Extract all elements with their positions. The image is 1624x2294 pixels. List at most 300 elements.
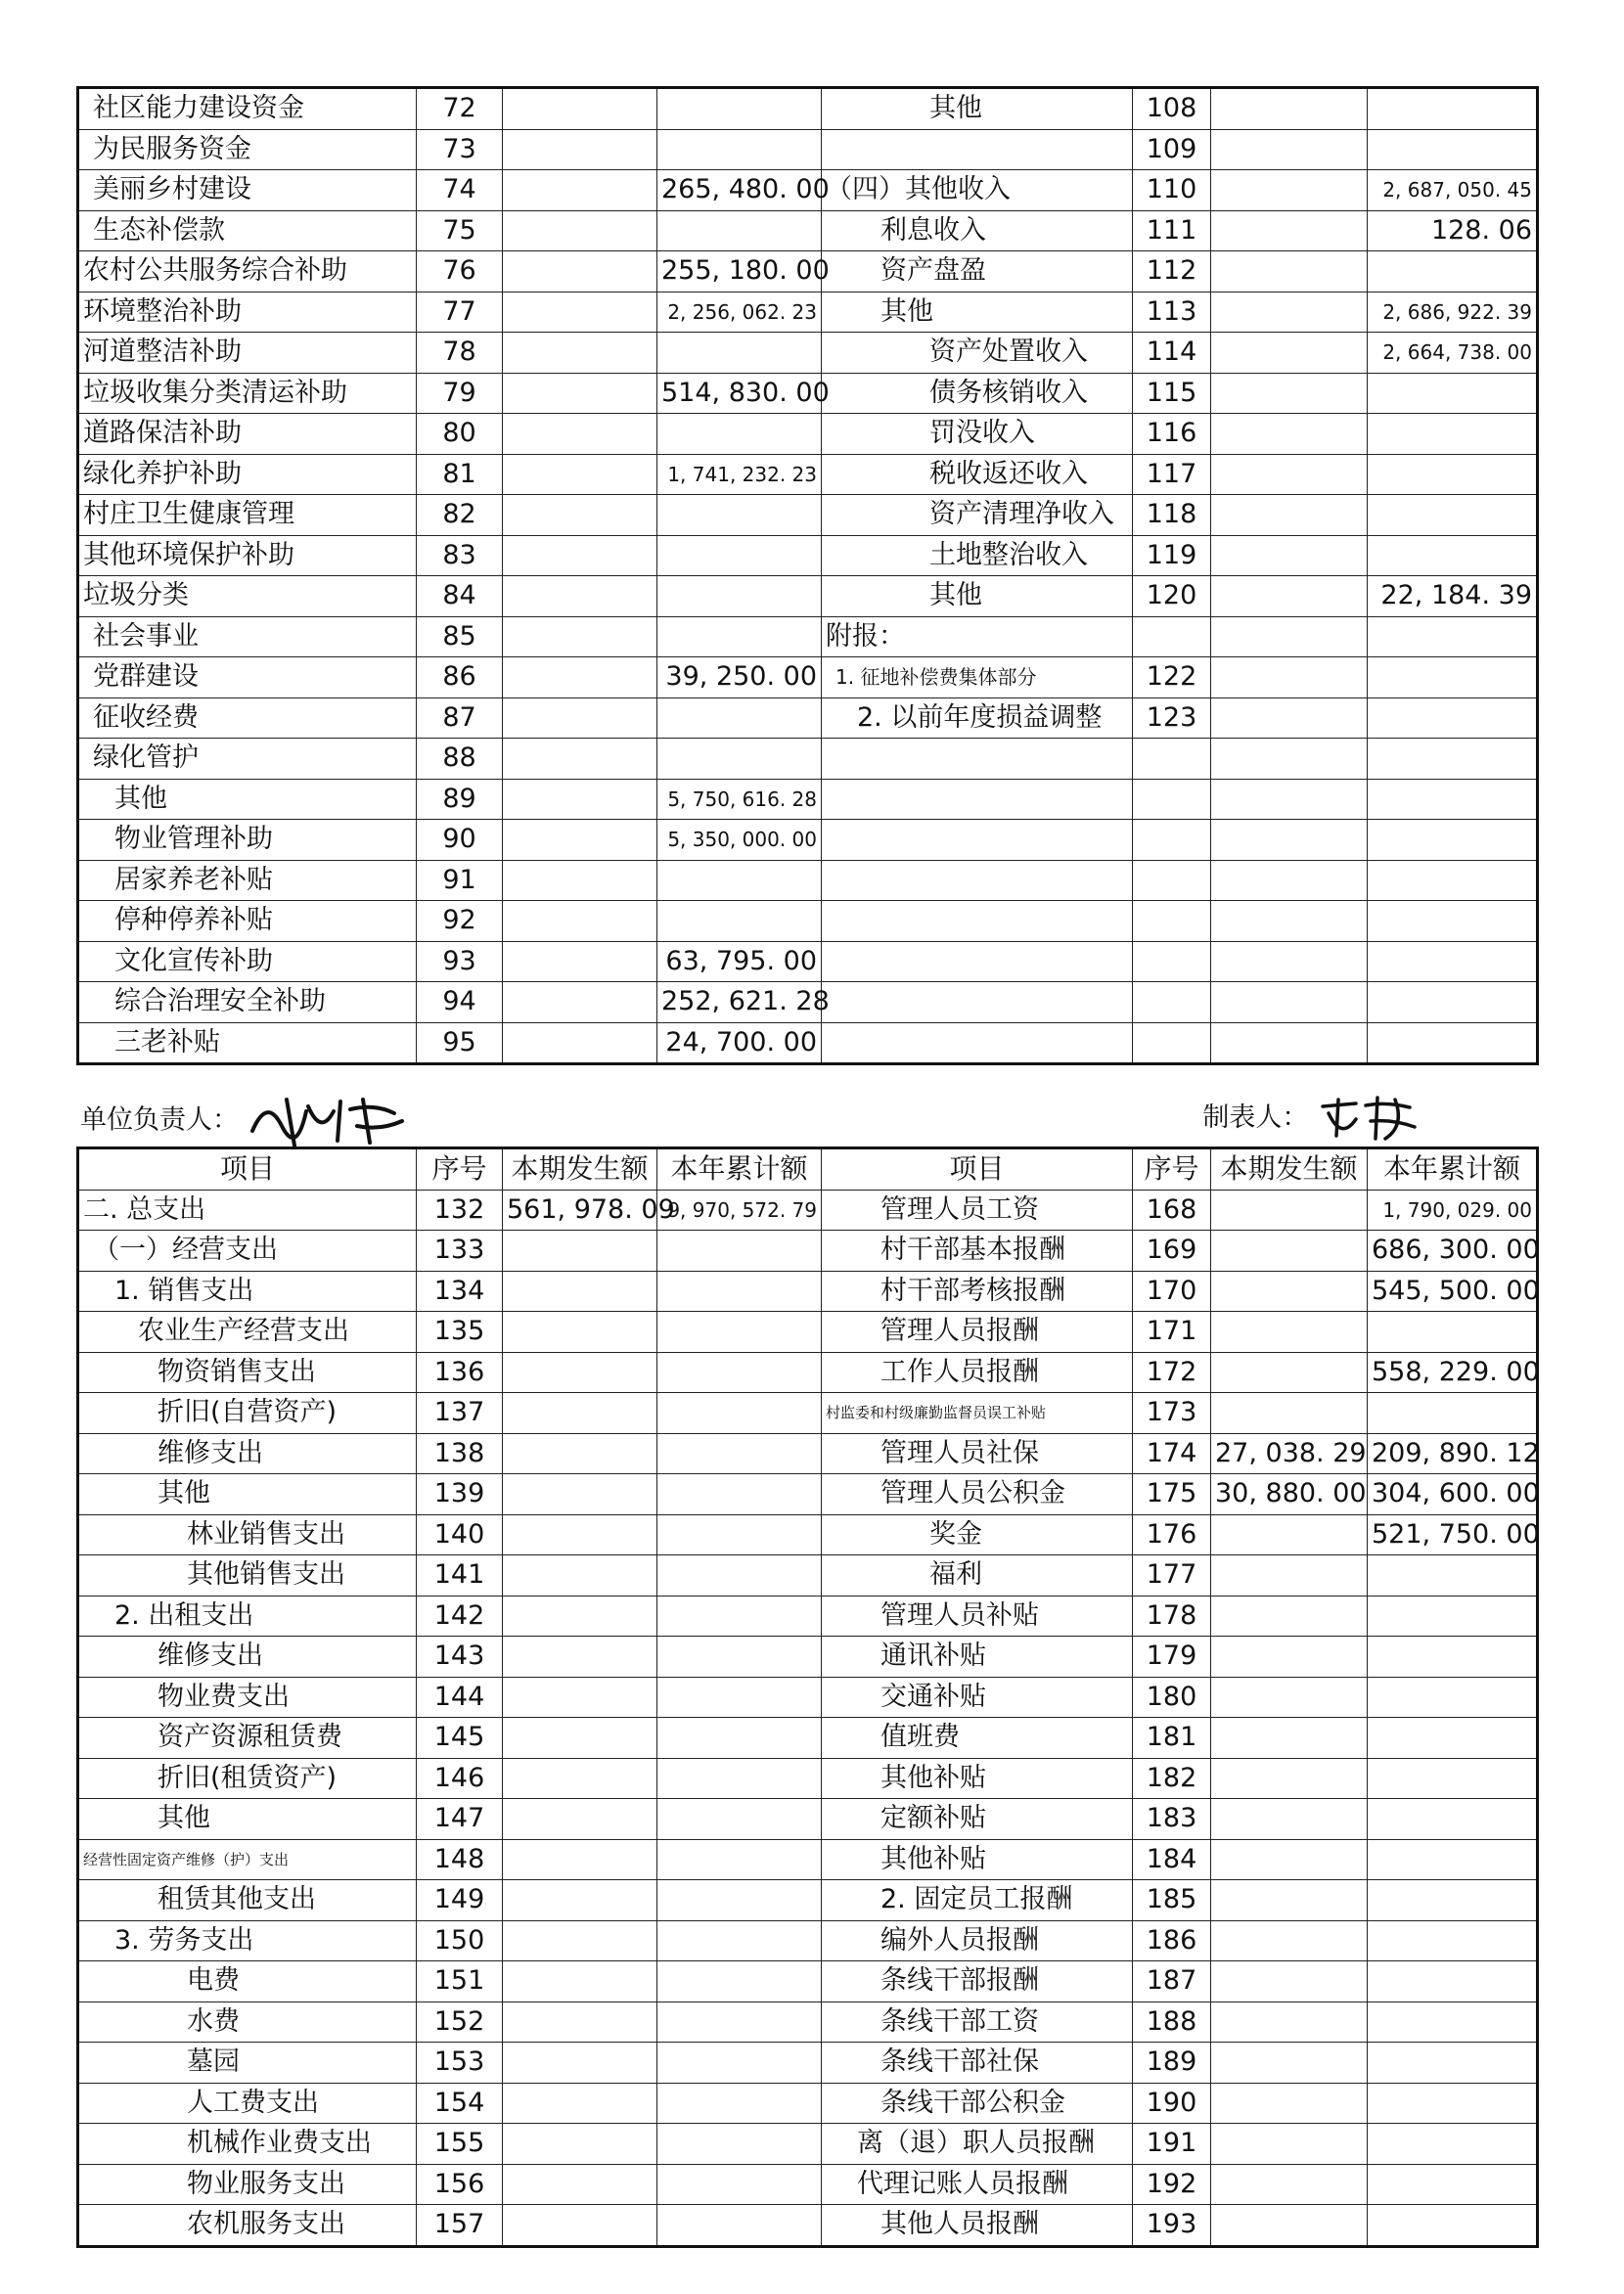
year-amount-cell <box>657 2164 822 2205</box>
seq-cell: 81 <box>417 454 503 495</box>
table-row <box>78 697 1538 739</box>
year-amount-cell <box>657 1393 822 1434</box>
year-amount-cell: 5, 350, 000. 00 <box>657 820 822 861</box>
year-amount-cell: 558, 229. 00 <box>1368 1352 1538 1393</box>
year-amount-cell <box>657 333 822 374</box>
year-amount-cell <box>657 739 822 780</box>
table-row <box>78 129 1538 170</box>
item-cell: 维修支出 <box>78 1637 417 1678</box>
period-amount-cell: 30, 880. 00 <box>1211 1474 1368 1515</box>
item-cell: 村干部考核报酬 <box>822 1271 1133 1312</box>
item-cell: 文化宣传补助 <box>78 941 417 982</box>
year-amount-cell <box>657 210 822 251</box>
period-amount-cell <box>503 901 657 942</box>
period-amount-cell <box>503 1231 657 1272</box>
period-amount-cell <box>1211 1758 1368 1799</box>
table-row <box>78 2205 1538 2247</box>
year-amount-cell: 545, 500. 00 <box>1368 1271 1538 1312</box>
year-amount-cell <box>657 535 822 576</box>
year-amount-cell <box>657 1677 822 1718</box>
seq-cell: 109 <box>1133 129 1211 170</box>
item-cell: 资产处置收入 <box>822 333 1133 374</box>
table-row <box>78 941 1538 982</box>
item-cell: 其他 <box>78 1474 417 1515</box>
seq-cell: 181 <box>1133 1718 1211 1759</box>
period-amount-cell <box>1211 901 1368 942</box>
item-cell: 条线干部公积金 <box>822 2083 1133 2124</box>
period-amount-cell <box>503 88 657 130</box>
year-amount-cell <box>657 1555 822 1597</box>
seq-cell: 174 <box>1133 1433 1211 1474</box>
year-amount-cell <box>657 1596 822 1637</box>
period-amount-cell <box>503 941 657 982</box>
year-amount-cell <box>1368 982 1538 1023</box>
seq-cell: 141 <box>417 1555 503 1597</box>
year-amount-cell <box>1368 697 1538 739</box>
item-cell: 电费 <box>78 1961 417 2002</box>
item-cell: 其他 <box>78 1799 417 1840</box>
table-row <box>78 982 1538 1023</box>
item-cell: 村监委和村级廉勤监督员误工补贴 <box>822 1393 1133 1434</box>
seq-cell: 118 <box>1133 495 1211 536</box>
year-amount-cell <box>657 1718 822 1759</box>
seq-cell <box>1133 616 1211 657</box>
seq-cell: 87 <box>417 697 503 739</box>
period-amount-cell <box>1211 1352 1368 1393</box>
item-cell: 债务核销收入 <box>822 373 1133 414</box>
year-amount-cell: 686, 300. 00 <box>1368 1231 1538 1272</box>
year-amount-cell: 39, 250. 00 <box>657 657 822 698</box>
seq-cell: 190 <box>1133 2083 1211 2124</box>
year-amount-cell <box>657 1312 822 1353</box>
seq-cell: 83 <box>417 535 503 576</box>
item-cell: 维修支出 <box>78 1433 417 1474</box>
item-cell: 条线干部社保 <box>822 2043 1133 2084</box>
period-amount-cell <box>503 697 657 739</box>
period-amount-cell <box>503 1718 657 1759</box>
period-amount-cell <box>503 1433 657 1474</box>
period-amount-cell <box>503 414 657 455</box>
year-amount-cell <box>1368 657 1538 698</box>
year-amount-cell <box>1368 1022 1538 1064</box>
seq-cell: 76 <box>417 251 503 292</box>
seq-cell: 180 <box>1133 1677 1211 1718</box>
period-amount-cell <box>1211 1555 1368 1597</box>
item-cell: 其他 <box>822 576 1133 617</box>
seq-cell: 139 <box>417 1474 503 1515</box>
item-cell <box>822 1022 1133 1064</box>
seq-cell: 80 <box>417 414 503 455</box>
table-row <box>78 2164 1538 2205</box>
table-row <box>78 2043 1538 2084</box>
year-amount-cell: 521, 750. 00 <box>1368 1514 1538 1555</box>
year-amount-cell <box>657 1271 822 1312</box>
period-amount-cell <box>1211 2205 1368 2247</box>
item-cell: 道路保洁补助 <box>78 414 417 455</box>
table-row <box>78 860 1538 901</box>
header-year: 本年累计额 <box>1368 1148 1538 1191</box>
seq-cell: 192 <box>1133 2164 1211 2205</box>
year-amount-cell <box>657 2043 822 2084</box>
table-row <box>78 1637 1538 1678</box>
year-amount-cell <box>1368 1637 1538 1678</box>
item-cell: （四）其他收入 <box>822 170 1133 211</box>
table-row <box>78 901 1538 942</box>
item-cell: 其他补贴 <box>822 1758 1133 1799</box>
period-amount-cell <box>1211 1839 1368 1880</box>
item-cell: 农村公共服务综合补助 <box>78 251 417 292</box>
year-amount-cell <box>1368 2205 1538 2247</box>
year-amount-cell <box>1368 2043 1538 2084</box>
item-cell: 离（退）职人员报酬 <box>822 2124 1133 2165</box>
year-amount-cell <box>657 616 822 657</box>
seq-cell: 186 <box>1133 1920 1211 1961</box>
seq-cell <box>1133 860 1211 901</box>
period-amount-cell <box>503 1799 657 1840</box>
year-amount-cell <box>1368 1880 1538 1921</box>
year-amount-cell <box>1368 1718 1538 1759</box>
unit-head-signature <box>80 1092 414 1150</box>
year-amount-cell <box>1368 251 1538 292</box>
period-amount-cell <box>503 779 657 820</box>
year-amount-cell <box>657 1799 822 1840</box>
year-amount-cell <box>1368 1920 1538 1961</box>
seq-cell: 77 <box>417 292 503 333</box>
item-cell <box>822 982 1133 1023</box>
period-amount-cell <box>1211 1190 1368 1231</box>
item-cell: 资产盘盈 <box>822 251 1133 292</box>
item-cell: 农机服务支出 <box>78 2205 417 2247</box>
year-amount-cell: 2, 687, 050. 45 <box>1368 170 1538 211</box>
seq-cell <box>1133 982 1211 1023</box>
period-amount-cell <box>503 1022 657 1064</box>
item-cell <box>822 129 1133 170</box>
period-amount-cell <box>503 1637 657 1678</box>
period-amount-cell <box>1211 657 1368 698</box>
year-amount-cell <box>657 88 822 130</box>
header-row <box>78 1148 1538 1191</box>
year-amount-cell <box>1368 1677 1538 1718</box>
item-cell: 征收经费 <box>78 697 417 739</box>
signature-row <box>76 1074 1536 1143</box>
year-amount-cell: 1, 790, 029. 00 <box>1368 1190 1538 1231</box>
seq-cell: 88 <box>417 739 503 780</box>
year-amount-cell <box>1368 414 1538 455</box>
year-amount-cell <box>1368 1758 1538 1799</box>
seq-cell: 157 <box>417 2205 503 2247</box>
table-row <box>78 739 1538 780</box>
period-amount-cell <box>1211 2043 1368 2084</box>
item-cell: 其他补贴 <box>822 1839 1133 1880</box>
year-amount-cell <box>657 576 822 617</box>
period-amount-cell <box>503 1596 657 1637</box>
item-cell: 物业服务支出 <box>78 2164 417 2205</box>
period-amount-cell <box>1211 1022 1368 1064</box>
item-cell: 水费 <box>78 2002 417 2043</box>
table-row <box>78 1880 1538 1921</box>
item-cell: 2. 以前年度损益调整 <box>822 697 1133 739</box>
handwritten-signature-icon <box>1317 1092 1424 1146</box>
year-amount-cell <box>1368 1393 1538 1434</box>
header-item: 项目 <box>78 1148 417 1191</box>
item-cell: 停种停养补贴 <box>78 901 417 942</box>
period-amount-cell <box>503 2083 657 2124</box>
seq-cell: 142 <box>417 1596 503 1637</box>
year-amount-cell <box>657 1352 822 1393</box>
period-amount-cell <box>503 1352 657 1393</box>
seq-cell: 138 <box>417 1433 503 1474</box>
item-cell: 利息收入 <box>822 210 1133 251</box>
period-amount-cell <box>503 333 657 374</box>
item-cell: 村庄卫生健康管理 <box>78 495 417 536</box>
preparer-label: 制表人： <box>1202 1102 1309 1133</box>
period-amount-cell <box>1211 292 1368 333</box>
item-cell: 其他环境保护补助 <box>78 535 417 576</box>
table-row <box>78 210 1538 251</box>
year-amount-cell <box>657 2083 822 2124</box>
item-cell: 罚没收入 <box>822 414 1133 455</box>
seq-cell: 78 <box>417 333 503 374</box>
period-amount-cell: 27, 038. 29 <box>1211 1433 1368 1474</box>
seq-cell: 120 <box>1133 576 1211 617</box>
period-amount-cell <box>503 820 657 861</box>
period-amount-cell <box>1211 170 1368 211</box>
item-cell <box>822 739 1133 780</box>
table-row <box>78 1352 1538 1393</box>
period-amount-cell <box>503 292 657 333</box>
seq-cell: 168 <box>1133 1190 1211 1231</box>
item-cell <box>822 901 1133 942</box>
year-amount-cell: 24, 700. 00 <box>657 1022 822 1064</box>
table-row <box>78 1474 1538 1515</box>
period-amount-cell <box>503 2043 657 2084</box>
table-row <box>78 1312 1538 1353</box>
seq-cell: 136 <box>417 1352 503 1393</box>
year-amount-cell <box>657 1839 822 1880</box>
item-cell: 物业管理补助 <box>78 820 417 861</box>
year-amount-cell <box>1368 535 1538 576</box>
period-amount-cell <box>503 1271 657 1312</box>
year-amount-cell <box>657 1474 822 1515</box>
year-amount-cell <box>657 1880 822 1921</box>
year-amount-cell: 9, 970, 572. 79 <box>657 1190 822 1231</box>
table-row <box>78 1555 1538 1597</box>
seq-cell: 151 <box>417 1961 503 2002</box>
table-row <box>78 2083 1538 2124</box>
period-amount-cell <box>503 2205 657 2247</box>
year-amount-cell <box>657 1514 822 1555</box>
item-cell: 二. 总支出 <box>78 1190 417 1231</box>
period-amount-cell <box>503 170 657 211</box>
item-cell: 编外人员报酬 <box>822 1920 1133 1961</box>
year-amount-cell <box>1368 88 1538 130</box>
period-amount-cell <box>503 1961 657 2002</box>
item-cell: 税收返还收入 <box>822 454 1133 495</box>
item-cell: 人工费支出 <box>78 2083 417 2124</box>
item-cell: 河道整洁补助 <box>78 333 417 374</box>
seq-cell: 134 <box>417 1271 503 1312</box>
period-amount-cell <box>1211 1271 1368 1312</box>
period-amount-cell <box>1211 1920 1368 1961</box>
seq-cell: 148 <box>417 1839 503 1880</box>
item-cell: 环境整治补助 <box>78 292 417 333</box>
period-amount-cell <box>1211 1880 1368 1921</box>
seq-cell: 75 <box>417 210 503 251</box>
year-amount-cell: 5, 750, 616. 28 <box>657 779 822 820</box>
seq-cell <box>1133 901 1211 942</box>
seq-cell: 152 <box>417 2002 503 2043</box>
seq-cell: 171 <box>1133 1312 1211 1353</box>
year-amount-cell <box>1368 860 1538 901</box>
period-amount-cell <box>503 1312 657 1353</box>
table-row <box>78 1393 1538 1434</box>
seq-cell <box>1133 779 1211 820</box>
year-amount-cell <box>657 860 822 901</box>
item-cell: 折旧(自营资产) <box>78 1393 417 1434</box>
table-row <box>78 1514 1538 1555</box>
year-amount-cell <box>1368 1555 1538 1597</box>
seq-cell: 143 <box>417 1637 503 1678</box>
item-cell: 垃圾收集分类清运补助 <box>78 373 417 414</box>
table-row <box>78 170 1538 211</box>
year-amount-cell: 1, 741, 232. 23 <box>657 454 822 495</box>
header-period: 本期发生额 <box>503 1148 657 1191</box>
seq-cell: 182 <box>1133 1758 1211 1799</box>
year-amount-cell <box>1368 820 1538 861</box>
year-amount-cell: 255, 180. 00 <box>657 251 822 292</box>
period-amount-cell <box>503 1839 657 1880</box>
item-cell: 折旧(租赁资产) <box>78 1758 417 1799</box>
seq-cell: 135 <box>417 1312 503 1353</box>
table-row <box>78 251 1538 292</box>
table-row <box>78 657 1538 698</box>
item-cell: 物资销售支出 <box>78 1352 417 1393</box>
seq-cell: 172 <box>1133 1352 1211 1393</box>
table-row <box>78 1433 1538 1474</box>
item-cell: 条线干部工资 <box>822 2002 1133 2043</box>
seq-cell: 185 <box>1133 1880 1211 1921</box>
period-amount-cell <box>1211 2124 1368 2165</box>
table-row <box>78 616 1538 657</box>
seq-cell: 85 <box>417 616 503 657</box>
table-row <box>78 333 1538 374</box>
item-cell: 村干部基本报酬 <box>822 1231 1133 1272</box>
seq-cell: 86 <box>417 657 503 698</box>
seq-cell: 72 <box>417 88 503 130</box>
table-row <box>78 1799 1538 1840</box>
item-cell: 管理人员社保 <box>822 1433 1133 1474</box>
item-cell: 机械作业费支出 <box>78 2124 417 2165</box>
seq-cell: 116 <box>1133 414 1211 455</box>
year-amount-cell <box>1368 941 1538 982</box>
period-amount-cell <box>503 535 657 576</box>
year-amount-cell <box>1368 1839 1538 1880</box>
seq-cell: 155 <box>417 2124 503 2165</box>
table-row <box>78 1190 1538 1231</box>
header-item: 项目 <box>822 1148 1133 1191</box>
year-amount-cell <box>657 2124 822 2165</box>
table-row <box>78 495 1538 536</box>
item-cell: 居家养老补贴 <box>78 860 417 901</box>
year-amount-cell: 2, 664, 738. 00 <box>1368 333 1538 374</box>
year-amount-cell: 265, 480. 00 <box>657 170 822 211</box>
seq-cell: 110 <box>1133 170 1211 211</box>
preparer-signature <box>1202 1092 1424 1146</box>
year-amount-cell <box>657 2002 822 2043</box>
item-cell: 管理人员公积金 <box>822 1474 1133 1515</box>
period-amount-cell <box>1211 210 1368 251</box>
table-row <box>78 1718 1538 1759</box>
item-cell: 租赁其他支出 <box>78 1880 417 1921</box>
period-amount-cell <box>503 1474 657 1515</box>
year-amount-cell: 63, 795. 00 <box>657 941 822 982</box>
period-amount-cell <box>503 2124 657 2165</box>
year-amount-cell <box>1368 779 1538 820</box>
period-amount-cell <box>503 982 657 1023</box>
period-amount-cell <box>503 1393 657 1434</box>
item-cell: 社区能力建设资金 <box>78 88 417 130</box>
period-amount-cell <box>503 129 657 170</box>
seq-cell: 123 <box>1133 697 1211 739</box>
seq-cell <box>1133 739 1211 780</box>
item-cell: 美丽乡村建设 <box>78 170 417 211</box>
period-amount-cell <box>503 373 657 414</box>
period-amount-cell <box>1211 2083 1368 2124</box>
seq-cell: 92 <box>417 901 503 942</box>
seq-cell: 117 <box>1133 454 1211 495</box>
header-year: 本年累计额 <box>657 1148 822 1191</box>
table-row <box>78 1961 1538 2002</box>
seq-cell <box>1133 820 1211 861</box>
seq-cell: 115 <box>1133 373 1211 414</box>
item-cell: 其他 <box>822 292 1133 333</box>
period-amount-cell <box>1211 454 1368 495</box>
seq-cell: 111 <box>1133 210 1211 251</box>
year-amount-cell: 22, 184. 39 <box>1368 576 1538 617</box>
item-cell: 2. 固定员工报酬 <box>822 1880 1133 1921</box>
seq-cell: 183 <box>1133 1799 1211 1840</box>
item-cell: 绿化养护补助 <box>78 454 417 495</box>
period-amount-cell <box>1211 779 1368 820</box>
year-amount-cell <box>657 1961 822 2002</box>
handwritten-signature-icon <box>248 1092 414 1150</box>
item-cell: 值班费 <box>822 1718 1133 1759</box>
item-cell: 管理人员补贴 <box>822 1596 1133 1637</box>
period-amount-cell <box>1211 982 1368 1023</box>
table-row <box>78 2124 1538 2165</box>
item-cell <box>822 860 1133 901</box>
item-cell: 附报： <box>822 616 1133 657</box>
year-amount-cell <box>657 129 822 170</box>
period-amount-cell <box>503 1514 657 1555</box>
header-seq: 序号 <box>417 1148 503 1191</box>
seq-cell <box>1133 941 1211 982</box>
period-amount-cell <box>1211 697 1368 739</box>
seq-cell: 122 <box>1133 657 1211 698</box>
item-cell: 1. 销售支出 <box>78 1271 417 1312</box>
seq-cell: 91 <box>417 860 503 901</box>
item-cell: 1. 征地补偿费集体部分 <box>822 657 1133 698</box>
period-amount-cell <box>1211 1677 1368 1718</box>
period-amount-cell <box>1211 820 1368 861</box>
seq-cell: 153 <box>417 2043 503 2084</box>
seq-cell: 89 <box>417 779 503 820</box>
period-amount-cell <box>503 454 657 495</box>
period-amount-cell <box>1211 2002 1368 2043</box>
item-cell: 生态补偿款 <box>78 210 417 251</box>
item-cell: 代理记账人员报酬 <box>822 2164 1133 2205</box>
seq-cell: 169 <box>1133 1231 1211 1272</box>
